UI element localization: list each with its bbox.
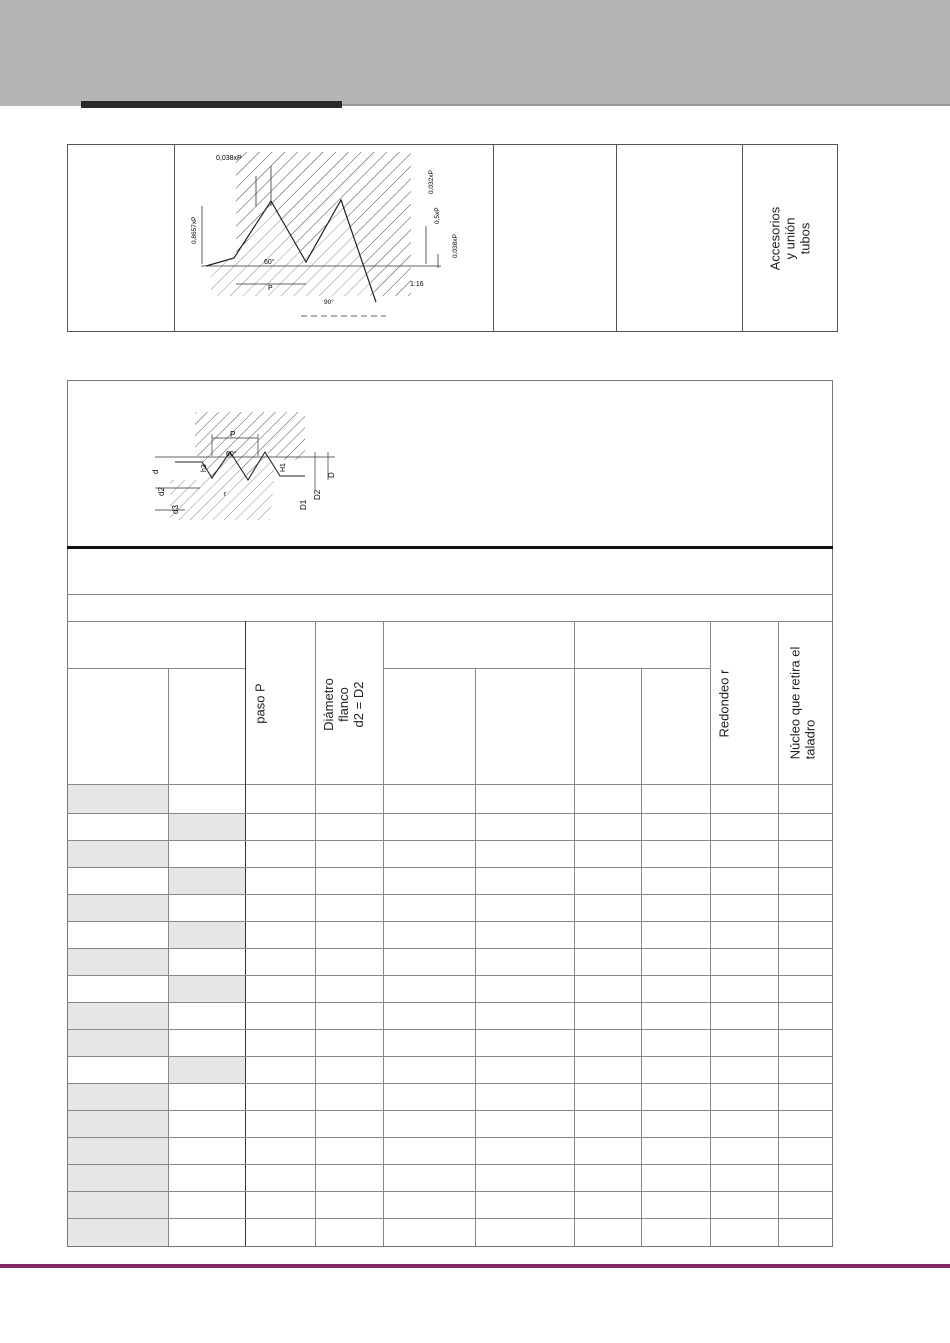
header-nucleo-line-2: taladro (802, 719, 818, 760)
taper-thread-diagram (176, 146, 490, 330)
label-0038p: 0,038xP (216, 155, 242, 162)
table-row (67, 1191, 833, 1192)
row-divider (67, 594, 833, 595)
header-rule (342, 104, 950, 106)
header-nucleo-line-1: Núcleo que retira el (787, 646, 803, 760)
header-paso-text: paso P (252, 682, 268, 724)
category-line-1: Accesorios (767, 206, 783, 270)
label-taper: 1:16 (410, 281, 424, 288)
table-row-shaded-cell (169, 1057, 245, 1083)
label-d: d (151, 469, 160, 474)
column-divider (174, 145, 175, 331)
table-row-shaded-cell (169, 868, 245, 894)
table-row-shaded-cell (68, 1111, 168, 1137)
label-h3: h3 (201, 464, 208, 472)
header-diametro-line-3: d2 = D2 (350, 681, 366, 728)
label-angle: 60° (226, 451, 237, 458)
header-diametro-line-2: flanco (335, 687, 351, 722)
table-row-shaded-cell (68, 949, 168, 975)
table-row-shaded-cell (68, 1030, 168, 1056)
table-row (67, 921, 833, 922)
column-divider (475, 668, 476, 1246)
label-h1: H1 (280, 463, 287, 472)
header-redondeo (711, 622, 737, 784)
table-row (67, 1029, 833, 1030)
table-row-shaded-cell (68, 1192, 168, 1218)
label-0038p-2: 0,038xP (452, 234, 459, 258)
table-row (67, 894, 833, 895)
header-diametro (316, 622, 370, 784)
table-row-shaded-cell (68, 785, 168, 813)
label-60deg: 60° (264, 259, 275, 266)
table-row-shaded-cell (68, 1084, 168, 1110)
row-divider (67, 784, 833, 785)
column-divider (493, 145, 494, 331)
table-row-shaded-cell (169, 814, 245, 840)
label-08657p: 0,8657xP (191, 216, 198, 244)
table-row (67, 1137, 833, 1138)
column-divider (383, 621, 384, 1246)
label-r: r (224, 491, 227, 498)
column-divider (168, 668, 169, 1246)
label-p: P (268, 285, 273, 292)
thread-section-diagram (140, 400, 340, 545)
label-d2: d2 (157, 487, 166, 496)
table-row (67, 813, 833, 814)
table-row (67, 867, 833, 868)
table-row (67, 975, 833, 976)
label-D1: D1 (299, 499, 308, 510)
column-divider (574, 621, 575, 1246)
column-divider (616, 145, 617, 331)
header-nucleo (779, 622, 825, 784)
table-row-shaded-cell (68, 1165, 168, 1191)
table-row-shaded-cell (68, 1219, 168, 1246)
table-row (67, 1218, 833, 1219)
label-pitch: P (230, 430, 236, 439)
table-row-shaded-cell (68, 895, 168, 921)
footer-rule (0, 1264, 950, 1268)
table-row (67, 1056, 833, 1057)
label-90deg: 90° (324, 299, 334, 306)
category-label (742, 144, 838, 332)
table-row-shaded-cell (169, 976, 245, 1002)
table-row (67, 840, 833, 841)
table-row (67, 1164, 833, 1165)
header-paso (246, 622, 274, 784)
label-d3: d3 (171, 505, 180, 514)
header-accent-bar (81, 101, 342, 108)
table-row (67, 1110, 833, 1111)
label-05p: 0,5xP (434, 207, 441, 224)
column-divider (641, 668, 642, 1246)
table-row-shaded-cell (68, 841, 168, 867)
table-row-shaded-cell (68, 1003, 168, 1029)
label-D2: D2 (313, 489, 322, 500)
table-row (67, 1002, 833, 1003)
header-diametro-line-1: Diámetro (320, 678, 336, 731)
page-header-band (0, 0, 950, 106)
section-divider (67, 546, 833, 549)
table-row (67, 948, 833, 949)
header-redondeo-text: Redondeo r (716, 669, 732, 737)
label-0032p: 0,032xP (428, 170, 435, 194)
table-row-shaded-cell (68, 1138, 168, 1164)
category-line-3: tubos (797, 222, 813, 254)
table-row-shaded-cell (169, 922, 245, 948)
table-row (67, 1083, 833, 1084)
label-D: D (327, 472, 336, 478)
row-divider (67, 668, 246, 669)
row-divider (383, 668, 710, 669)
category-line-2: y unión (782, 217, 798, 259)
